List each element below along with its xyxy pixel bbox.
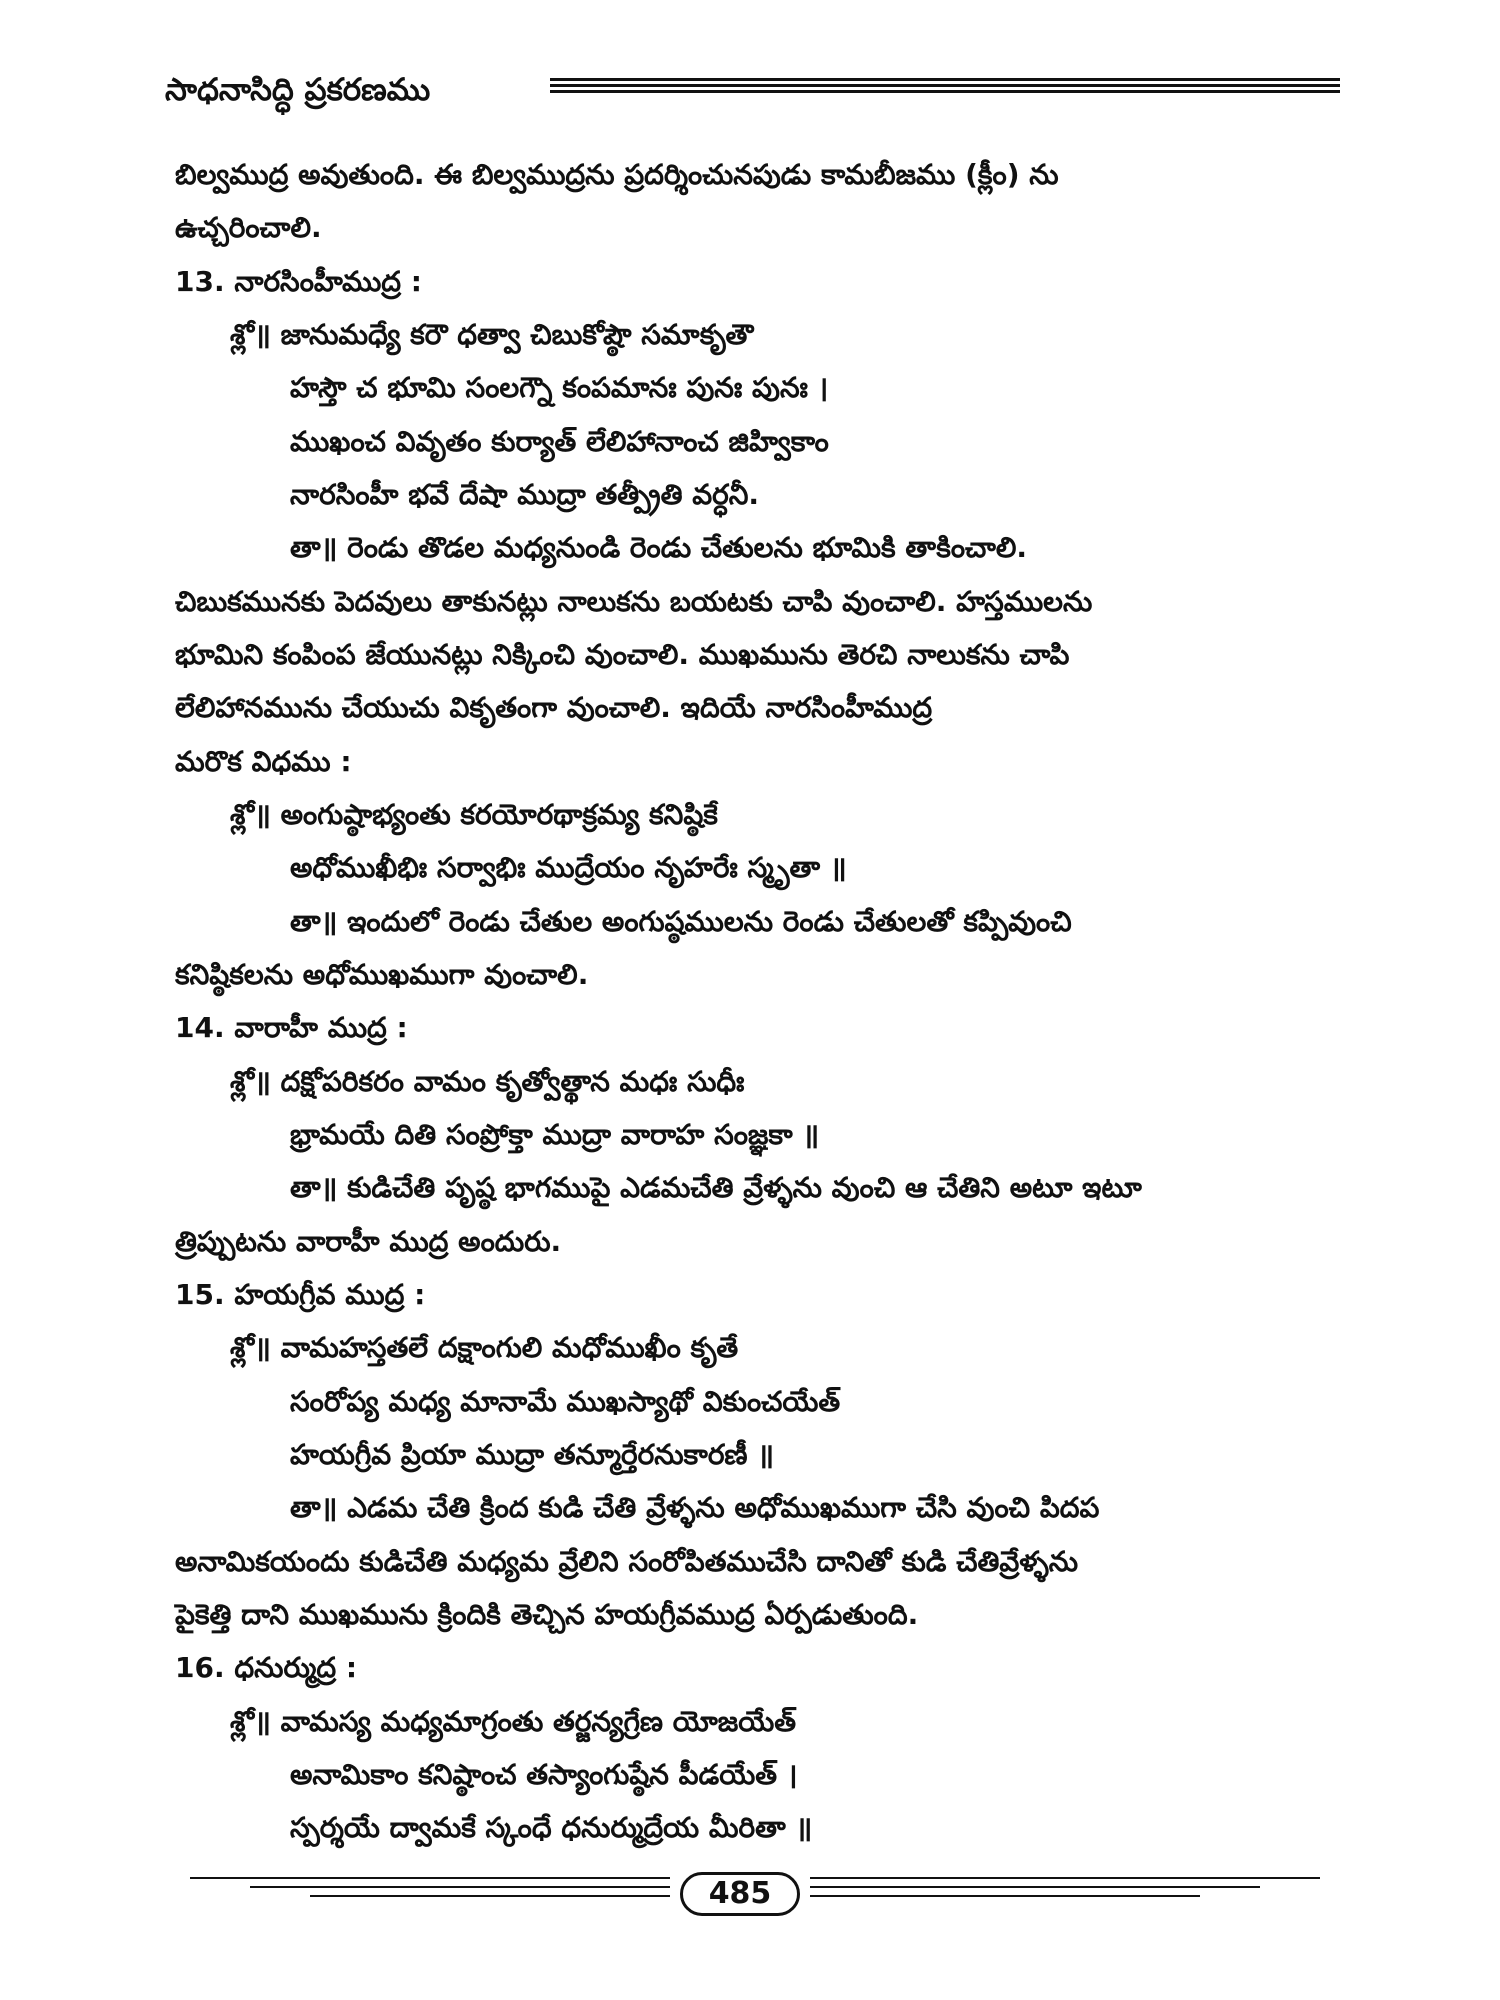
body-line: లేలిహానమును చేయుచు వికృతంగా వుంచాలి. ఇదియే నారసింహీముద్ర (175, 691, 933, 724)
footer-rule-left (190, 1872, 670, 1918)
body-line: తా॥ రెండు తొడల మధ్యనుండి రెండు చేతులను భూమికి తాకించాలి. (290, 531, 1028, 564)
verse-line: శ్లో॥ వామస్య మధ్యమాగ్రంతు తర్జన్యగ్రేణ యోజయేత్ (230, 1705, 797, 1738)
section-heading: 16. ధనుర్ముద్ర : (175, 1651, 358, 1684)
footer-rule-right (810, 1872, 1320, 1918)
body-line: ఉచ్చరించాలి. (175, 211, 322, 244)
section-heading: 15. హయగ్రీవ ముద్ర : (175, 1278, 426, 1311)
chapter-title: సాధనాసిద్ధి ప్రకరణము (165, 72, 431, 108)
body-line: భూమిని కంపింప జేయునట్లు నిక్కించి వుంచాలి. ముఖమును తెరచి నాలుకను చాపి (175, 638, 1070, 671)
verse-line: సంరోప్య మధ్య మానామే ముఖస్యాథో వికుంచయేత్ (290, 1385, 841, 1418)
verse-line: శ్లో॥ అంగుష్ఠాభ్యంతు కరయోరథాక్రమ్య కనిష్ఠికే (230, 798, 718, 831)
body-line: అనామికయందు కుడిచేతి మధ్యమ వ్రేలిని సంరోపితముచేసి దానితో కుడి చేతివ్రేళ్ళను (175, 1545, 1079, 1578)
page-number: 485 (680, 1872, 800, 1916)
body-line: త్రిప్పుటను వారాహీ ముద్ర అందురు. (175, 1225, 562, 1258)
verse-line: స్పర్శయే ద్వామకే స్కంధే ధనుర్ముద్రేయ మీరితా ॥ (290, 1811, 813, 1844)
page-footer (190, 1872, 1320, 1932)
body-line: తా॥ కుడిచేతి పృష్ఠ భాగముపై ఎడమచేతి వ్రేళ్ళను వుంచి ఆ చేతిని అటూ ఇటూ (290, 1171, 1142, 1204)
section-heading: 14. వారాహీ ముద్ర : (175, 1011, 408, 1044)
verse-line: శ్లో॥ దక్షోపరికరం వామం కృత్వోత్థాన మధః సుధీః (230, 1065, 745, 1098)
verse-line: అధోముఖీభిః సర్వాభిః ముద్రేయం నృహరేః స్మృతా ॥ (290, 851, 847, 884)
verse-line: భ్రామయే దితి సంప్రోక్తా ముద్రా వారాహ సంజ్ఞకా ॥ (290, 1118, 820, 1151)
running-header (165, 70, 1340, 120)
verse-line: అనామికాం కనిష్ఠాంచ తస్యాంగుష్ఠేన పీడయేత్ । (290, 1758, 798, 1791)
body-line: పైకెత్తి దాని ముఖమును క్రిందికి తెచ్చిన హయగ్రీవముద్ర ఏర్పడుతుంది. (175, 1598, 919, 1631)
body-line: చిబుకమునకు పెదవులు తాకునట్లు నాలుకను బయటకు చాపి వుంచాలి. హస్తములను (175, 585, 1093, 618)
verse-line: ముఖంచ వివృతం కుర్యాత్ లేలిహానాంచ జిహ్వికాం (290, 425, 829, 458)
header-rule (550, 78, 1340, 100)
section-heading: మరొక విధము : (175, 745, 352, 778)
verse-line: శ్లో॥ వామహస్తతలే దక్షాంగులి మధోముఖీం కృతే (230, 1331, 739, 1364)
verse-line: హయగ్రీవ ప్రియా ముద్రా తన్మూర్తేరనుకారణీ ॥ (290, 1438, 775, 1471)
body-line: తా॥ ఎడమ చేతి క్రింద కుడి చేతి వ్రేళ్ళను అధోముఖముగా చేసి వుంచి పిదప (290, 1491, 1100, 1524)
verse-line: హస్తౌ చ భూమి సంలగ్నౌ కంపమానః పునః పునః । (290, 371, 829, 404)
body-line: బిల్వముద్ర అవుతుంది. ఈ బిల్వముద్రను ప్రదర్శించునపుడు కామబీజము (క్లీం) ను (175, 158, 1059, 191)
body-line: తా॥ ఇందులో రెండు చేతుల అంగుష్ఠములను రెండు చేతులతో కప్పివుంచి (290, 905, 1072, 938)
section-heading: 13. నారసింహీముద్ర : (175, 265, 422, 298)
verse-line: నారసింహీ భవే దేషా ముద్రా తత్ప్రీతి వర్ధనీ. (290, 478, 760, 511)
verse-line: శ్లో॥ జానుమధ్యే కరౌ ధత్వా చిబుకోష్ఠౌ సమాకృతౌ (230, 318, 754, 351)
body-line: కనిష్ఠికలను అధోముఖముగా వుంచాలి. (175, 958, 589, 991)
